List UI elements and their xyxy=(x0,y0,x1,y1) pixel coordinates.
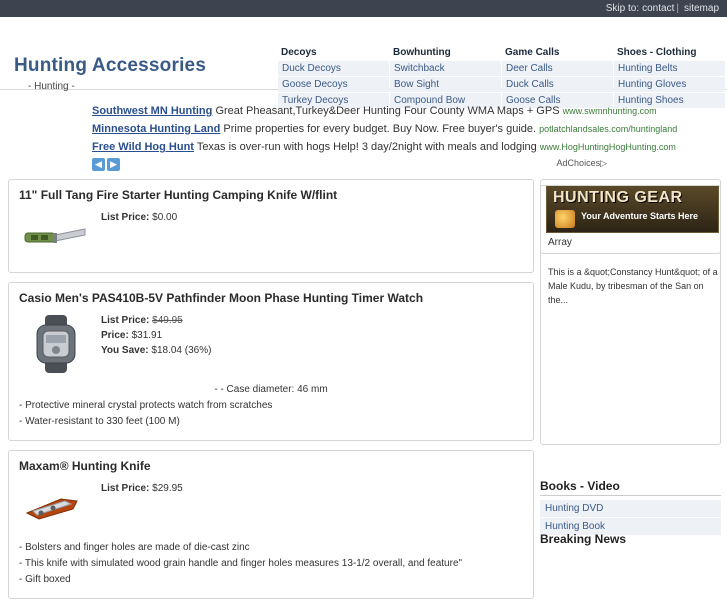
skip-label: Skip to: xyxy=(605,3,640,14)
ad-text-2: Prime properties for every budget. Buy Now. Free buyer's guide. xyxy=(223,123,537,135)
adchoices-text: AdChoices xyxy=(556,158,601,168)
page-subtitle: - Hunting - xyxy=(28,81,75,92)
nav-link-goose-decoys[interactable]: Goose Decoys xyxy=(282,79,348,90)
product-features xyxy=(19,382,523,430)
ad-url-1[interactable]: www.swmnhunting.com xyxy=(562,106,657,116)
ad-carousel-nav xyxy=(92,158,120,171)
product-title[interactable]: 11" Full Tang Fire Starter Hunting Camping Knife W/flint xyxy=(19,188,338,202)
knife-icon xyxy=(21,219,91,253)
product-card[interactable] xyxy=(8,179,534,273)
nav-item-goose-decoys[interactable] xyxy=(278,76,389,92)
nav-column-game-calls xyxy=(502,47,613,108)
sidebar-link-hunting-dvd[interactable]: Hunting DVD xyxy=(545,503,604,514)
save-label: You Save: xyxy=(101,345,149,356)
nav-link-duck-decoys[interactable]: Duck Decoys xyxy=(282,63,341,74)
product-features xyxy=(19,540,523,588)
product-pricing xyxy=(93,313,211,358)
product-thumbnail[interactable] xyxy=(19,313,93,375)
banner-subhead: Your Adventure Starts Here xyxy=(581,211,699,221)
sponsored-ads xyxy=(0,102,727,176)
adchoices-icon: ▷ xyxy=(600,158,607,168)
product-pricing xyxy=(93,481,183,496)
nav-item-hunting-gloves[interactable] xyxy=(614,76,725,92)
product-thumbnail[interactable] xyxy=(19,481,93,533)
nav-item-duck-calls[interactable] xyxy=(502,76,613,92)
ad-row-1 xyxy=(92,102,727,120)
sidebar-item-hunting-dvd[interactable] xyxy=(540,499,721,517)
nav-item-hunting-belts[interactable] xyxy=(614,60,725,76)
ad-title-3[interactable]: Free Wild Hog Hunt xyxy=(92,141,194,153)
array-label: Array xyxy=(548,237,572,248)
skip-bar xyxy=(0,0,727,17)
folding-knife-icon xyxy=(21,487,91,527)
primary-nav xyxy=(278,47,726,108)
product-pricing xyxy=(93,210,177,225)
nav-heading-game-calls: Game Calls xyxy=(505,47,560,58)
product-title[interactable]: Maxam® Hunting Knife xyxy=(19,459,151,473)
product-list xyxy=(8,179,534,608)
sidebar-media-frame xyxy=(540,185,721,445)
ad-text-1: Great Pheasant,Turkey&Deer Hunting Four County WMA Maps + GPS xyxy=(215,105,560,117)
list-price-value: $49.95 xyxy=(152,315,183,326)
feature-item: - - Case diameter: 46 mm xyxy=(214,384,328,395)
save-value: $18.04 (36%) xyxy=(151,345,212,356)
watch-icon xyxy=(27,313,85,375)
books-video-section xyxy=(540,479,721,535)
product-card[interactable] xyxy=(8,282,534,441)
nav-column-bowhunting xyxy=(390,47,501,108)
feature-item: - This knife with simulated wood grain handle and finger holes measures 13-1/2 overall, and feature" xyxy=(19,558,463,569)
list-price-label: List Price: xyxy=(101,483,150,494)
breaking-news-heading: Breaking News xyxy=(540,532,627,546)
nav-heading-shoes-clothing: Shoes - Clothing xyxy=(617,47,697,58)
price-value: $31.91 xyxy=(131,330,163,341)
ad-row-2 xyxy=(92,120,727,138)
list-price-value: $29.95 xyxy=(152,483,183,494)
nav-link-deer-calls[interactable]: Deer Calls xyxy=(506,63,553,74)
nav-heading-bowhunting: Bowhunting xyxy=(393,47,451,58)
product-thumbnail[interactable] xyxy=(19,210,93,262)
nav-link-hunting-shoes[interactable]: Hunting Shoes xyxy=(618,95,684,106)
product-title[interactable]: Casio Men's PAS410B-5V Pathfinder Moon Phase Hunting Timer Watch xyxy=(19,291,424,305)
breaking-news-section xyxy=(540,532,721,551)
list-price-label: List Price: xyxy=(101,315,150,326)
price-label: Price: xyxy=(101,330,129,341)
nav-column-decoys xyxy=(278,47,389,108)
skip-separator: | xyxy=(676,3,679,14)
sitemap-link[interactable]: sitemap xyxy=(683,3,719,14)
sidebar-caption: This is a &quot;Constancy Hunt&quot; of a Male Kudu, by tribesman of the San on the... xyxy=(548,267,718,305)
feature-item: - Gift boxed xyxy=(19,574,71,585)
product-card[interactable] xyxy=(8,450,534,599)
nav-heading-decoys: Decoys xyxy=(281,47,317,58)
nav-link-hunting-belts[interactable]: Hunting Belts xyxy=(618,63,678,74)
previous-arrow-icon[interactable]: ◀ xyxy=(92,158,105,171)
nav-item-duck-decoys[interactable] xyxy=(278,60,389,76)
page-title: Hunting Accessories xyxy=(14,55,207,76)
nav-item-deer-calls[interactable] xyxy=(502,60,613,76)
list-price-value: $0.00 xyxy=(152,212,178,223)
nav-column-shoes-clothing xyxy=(614,47,725,108)
site-header xyxy=(0,17,727,106)
next-arrow-icon[interactable]: ▶ xyxy=(107,158,120,171)
adchoices-label[interactable] xyxy=(557,158,607,169)
feature-item: - Protective mineral crystal protects watch from scratches xyxy=(19,400,273,411)
sidebar-link-hunting-book[interactable]: Hunting Book xyxy=(545,521,606,532)
ad-title-2[interactable]: Minnesota Hunting Land xyxy=(92,123,221,135)
ad-text-3: Texas is over-run with hogs Help! 3 day/2night with meals and lodging xyxy=(196,141,537,153)
nav-link-hunting-gloves[interactable]: Hunting Gloves xyxy=(618,79,687,90)
nav-link-switchback[interactable]: Switchback xyxy=(394,63,445,74)
nav-link-bow-sight[interactable]: Bow Sight xyxy=(394,79,440,90)
books-video-heading: Books - Video xyxy=(540,479,721,496)
feature-item: - Bolsters and finger holes are made of die-cast zinc xyxy=(19,542,250,553)
banner-headline: HUNTING GEAR xyxy=(553,189,683,206)
list-price-label: List Price: xyxy=(101,212,150,223)
contact-link[interactable]: contact xyxy=(642,3,675,14)
ad-row-3 xyxy=(92,138,727,156)
ad-title-1[interactable]: Southwest MN Hunting xyxy=(92,105,213,117)
nav-link-goose-calls[interactable]: Goose Calls xyxy=(506,95,561,106)
ad-url-2[interactable]: potlatchlandsales.com/huntingland xyxy=(539,124,678,134)
ad-url-3[interactable]: www.HogHuntingHogHunting.com xyxy=(539,142,676,152)
nav-link-duck-calls[interactable]: Duck Calls xyxy=(506,79,554,90)
nav-link-compound-bow[interactable]: Compound Bow xyxy=(394,95,466,106)
nav-link-turkey-decoys[interactable]: Turkey Decoys xyxy=(282,95,349,106)
nav-item-switchback[interactable] xyxy=(390,60,501,76)
nav-item-bow-sight[interactable] xyxy=(390,76,501,92)
feature-item: - Water-resistant to 330 feet (100 M) xyxy=(19,416,180,427)
